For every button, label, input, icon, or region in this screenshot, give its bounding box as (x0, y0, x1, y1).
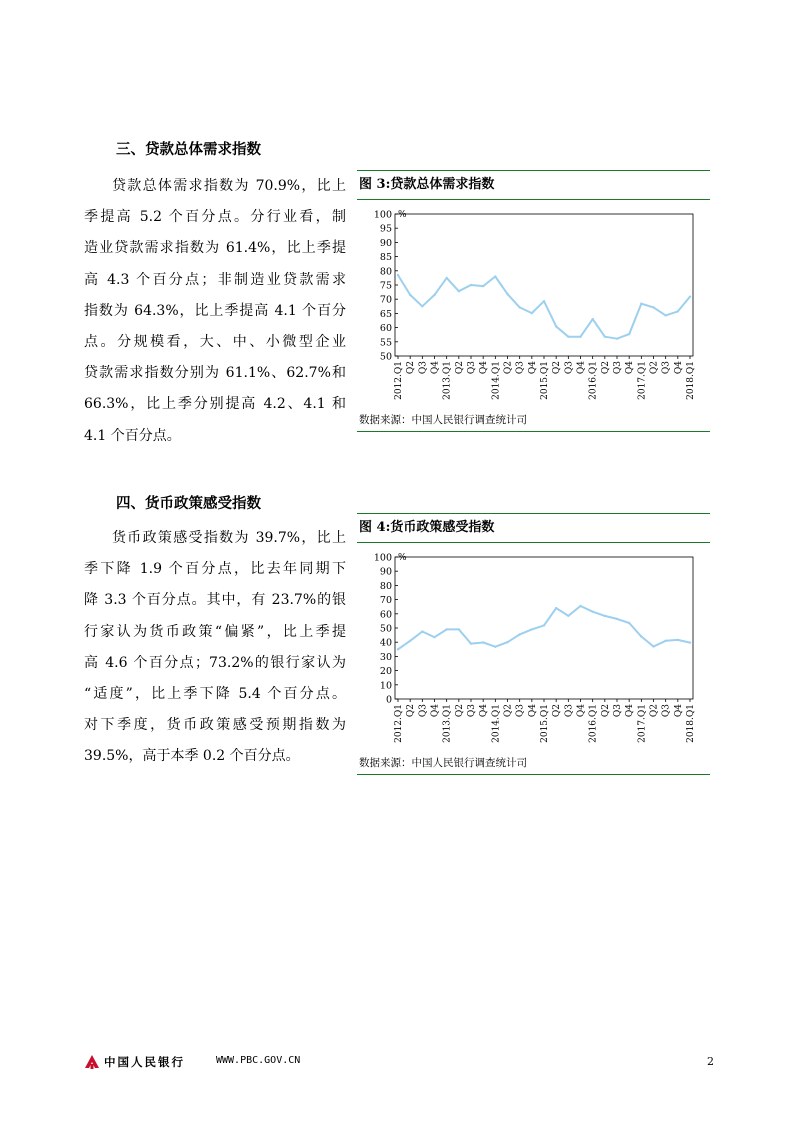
x-tick-label: 2014.Q1 (491, 361, 502, 400)
x-tick-label: Q4 (527, 361, 538, 375)
y-tick-label: 80 (379, 266, 392, 278)
x-tick-label: Q4 (430, 361, 441, 375)
data-point (652, 306, 654, 308)
x-tick-label: 2014.Q1 (491, 704, 502, 743)
y-unit-label: % (398, 210, 407, 220)
x-tick-label: Q3 (564, 361, 575, 375)
paragraph-line: 季提高 5.2 个百分点。分行业看，制 (84, 209, 346, 226)
x-tick-label: 2013.Q1 (442, 361, 453, 400)
y-tick-label: 20 (379, 666, 392, 678)
data-point (397, 648, 399, 650)
x-tick-label: Q4 (479, 704, 490, 718)
x-tick-label: Q2 (649, 361, 660, 375)
x-tick-label: Q4 (576, 361, 587, 375)
data-point (579, 335, 581, 337)
x-tick-label: Q2 (600, 361, 611, 375)
y-tick-label: 55 (379, 337, 392, 349)
data-point (433, 636, 435, 638)
x-tick-label: Q2 (600, 704, 611, 718)
data-point (640, 635, 642, 637)
data-point (494, 275, 496, 277)
y-tick-label: 100 (373, 209, 392, 221)
paragraph-line: 货币政策感受指数为 39.7%，比上 (112, 530, 346, 546)
x-tick-label: 2018.Q1 (686, 361, 696, 400)
data-point (677, 639, 679, 641)
y-tick-label: 65 (379, 308, 392, 320)
data-point (421, 305, 423, 307)
x-tick-label: Q4 (430, 704, 441, 718)
section-4-heading: 四、货币政策感受指数 (116, 495, 261, 512)
y-tick-label: 95 (379, 223, 392, 235)
pbc-logo-icon (84, 1054, 100, 1070)
figure-3 (357, 170, 710, 432)
footer-org: 中国人民银行 (104, 1055, 185, 1069)
y-tick-label: 90 (379, 566, 392, 578)
data-point (470, 284, 472, 286)
x-tick-label: Q4 (625, 704, 636, 718)
x-tick-label: Q4 (527, 704, 538, 718)
data-point (494, 646, 496, 648)
x-tick-label: 2016.Q1 (588, 361, 599, 400)
plot-frame (395, 214, 693, 356)
y-tick-label: 10 (379, 680, 392, 692)
y-tick-label: 80 (379, 580, 392, 592)
x-tick-label: Q2 (406, 704, 417, 718)
data-point (518, 633, 520, 635)
section-4-paragraph (84, 523, 346, 773)
paragraph-line: 点。分规模看，大、中、小微型企业 (84, 334, 346, 351)
plot-frame (395, 557, 693, 699)
paragraph-line: 66.3%，比上季分别提高 4.2、4.1 和 (84, 396, 346, 413)
x-tick-label: 2015.Q1 (540, 361, 550, 400)
paragraph-line: 季下降 1.9 个百分点，比去年同期下 (84, 561, 346, 578)
data-point (543, 624, 545, 626)
x-tick-label: 2018.Q1 (686, 704, 696, 743)
data-point (409, 294, 411, 296)
section-3-paragraph (84, 171, 346, 452)
section-3-heading: 三、贷款总体需求指数 (116, 141, 261, 158)
data-point (677, 310, 679, 312)
x-tick-label: Q3 (418, 361, 429, 375)
figure-4-chart (357, 543, 710, 748)
data-point (664, 640, 666, 642)
data-point (567, 615, 569, 617)
paragraph-line: 高 4.6 个百分点；73.2%的银行家认为 (84, 654, 346, 671)
y-tick-label: 0 (385, 694, 392, 706)
x-tick-label: 2017.Q1 (637, 361, 648, 400)
data-point (458, 628, 460, 630)
paragraph-line: 造业贷款需求指数为 61.4%，比上季提 (84, 240, 346, 257)
y-tick-label: 60 (379, 323, 392, 335)
data-point (579, 605, 581, 607)
y-tick-label: 30 (379, 651, 392, 663)
x-tick-label: Q4 (673, 704, 684, 718)
data-point (664, 314, 666, 316)
x-tick-label: 2013.Q1 (442, 704, 453, 743)
paragraph-line: 39.5%，高于本季 0.2 个百分点。 (84, 748, 300, 765)
data-point (591, 610, 593, 612)
x-tick-label: Q4 (625, 361, 636, 375)
data-point (445, 628, 447, 630)
x-tick-label: Q3 (661, 361, 672, 375)
x-tick-label: 2017.Q1 (637, 704, 648, 743)
figure-3-title: 图 3:贷款总体需求指数 (357, 171, 710, 200)
x-tick-label: 2016.Q1 (588, 704, 599, 743)
x-tick-label: Q3 (613, 704, 623, 718)
y-tick-label: 40 (379, 637, 392, 649)
data-point (470, 642, 472, 644)
data-point (482, 641, 484, 643)
data-point (506, 641, 508, 643)
data-point (506, 293, 508, 295)
x-tick-label: Q3 (467, 361, 477, 375)
y-tick-label: 70 (379, 595, 392, 607)
data-point (616, 618, 618, 620)
figure-4 (357, 513, 710, 775)
y-tick-label: 85 (379, 252, 392, 264)
x-tick-label: Q2 (552, 704, 563, 718)
data-point (628, 622, 630, 624)
x-tick-label: Q3 (661, 704, 672, 718)
data-point (482, 285, 484, 287)
data-point (433, 294, 435, 296)
series-line (398, 606, 690, 649)
page-number: 2 (707, 1055, 714, 1068)
data-point (591, 318, 593, 320)
data-point (628, 333, 630, 335)
figure-4-source: 数据来源：中国人民银行调查统计司 (357, 752, 710, 775)
y-tick-label: 100 (373, 552, 392, 564)
x-tick-label: Q4 (673, 361, 684, 375)
y-tick-label: 90 (379, 237, 392, 249)
data-point (518, 306, 520, 308)
data-point (604, 335, 606, 337)
data-point (397, 274, 399, 276)
y-unit-label: % (398, 553, 407, 563)
footer-url[interactable]: WWW.PBC.GOV.CN (216, 1055, 301, 1066)
x-tick-label: Q3 (515, 361, 526, 375)
data-point (543, 300, 545, 302)
paragraph-line: “适度”，比上季下降 5.4 个百分点。 (84, 686, 346, 703)
y-tick-label: 75 (379, 280, 392, 292)
data-point (421, 630, 423, 632)
paragraph-line: 贷款总体需求指数为 70.9%，比上 (112, 178, 346, 194)
data-point (652, 645, 654, 647)
x-tick-label: 2012.Q1 (394, 361, 404, 400)
paragraph-line: 高 4.3 个百分点；非制造业贷款需求 (84, 271, 346, 288)
series-line (398, 275, 690, 339)
x-tick-label: 2012.Q1 (394, 704, 404, 743)
x-tick-label: Q3 (564, 704, 575, 718)
figure-3-source: 数据来源：中国人民银行调查统计司 (357, 409, 710, 432)
paragraph-line: 贷款需求指数分别为 61.1%、62.7%和 (84, 365, 346, 382)
x-tick-label: Q2 (649, 704, 660, 718)
data-point (689, 295, 691, 297)
x-tick-label: Q3 (613, 361, 623, 375)
x-tick-label: Q3 (467, 704, 477, 718)
paragraph-line: 4.1 个百分点。 (84, 427, 181, 444)
data-point (555, 607, 557, 609)
x-tick-label: Q2 (503, 361, 514, 375)
paragraph-line: 行家认为货币政策“偏紧”，比上季提 (84, 623, 346, 640)
figure-4-title: 图 4:货币政策感受指数 (357, 514, 710, 543)
data-point (445, 277, 447, 279)
figure-3-chart (357, 200, 710, 405)
x-tick-label: Q2 (454, 361, 465, 375)
x-tick-label: Q3 (418, 704, 429, 718)
data-point (604, 615, 606, 617)
paragraph-line: 降 3.3 个百分点。其中，有 23.7%的银 (84, 592, 346, 609)
data-point (616, 337, 618, 339)
data-point (531, 312, 533, 314)
data-point (640, 303, 642, 305)
y-tick-label: 50 (379, 623, 392, 635)
data-point (567, 335, 569, 337)
x-tick-label: Q3 (515, 704, 526, 718)
page-footer (84, 1052, 714, 1072)
data-point (531, 628, 533, 630)
x-tick-label: Q4 (479, 361, 490, 375)
data-point (409, 640, 411, 642)
y-tick-label: 60 (379, 609, 392, 621)
y-tick-label: 50 (379, 351, 392, 363)
data-point (555, 325, 557, 327)
y-tick-label: 70 (379, 294, 392, 306)
data-point (458, 290, 460, 292)
x-tick-label: Q2 (454, 704, 465, 718)
x-tick-label: Q2 (406, 361, 417, 375)
paragraph-line: 指数为 64.3%，比上季提高 4.1 个百分 (84, 302, 346, 319)
data-point (689, 641, 691, 643)
x-tick-label: 2015.Q1 (540, 704, 550, 743)
x-tick-label: Q2 (552, 361, 563, 375)
x-tick-label: Q4 (576, 704, 587, 718)
paragraph-line: 对下季度，货币政策感受预期指数为 (84, 717, 346, 734)
x-tick-label: Q2 (503, 704, 514, 718)
